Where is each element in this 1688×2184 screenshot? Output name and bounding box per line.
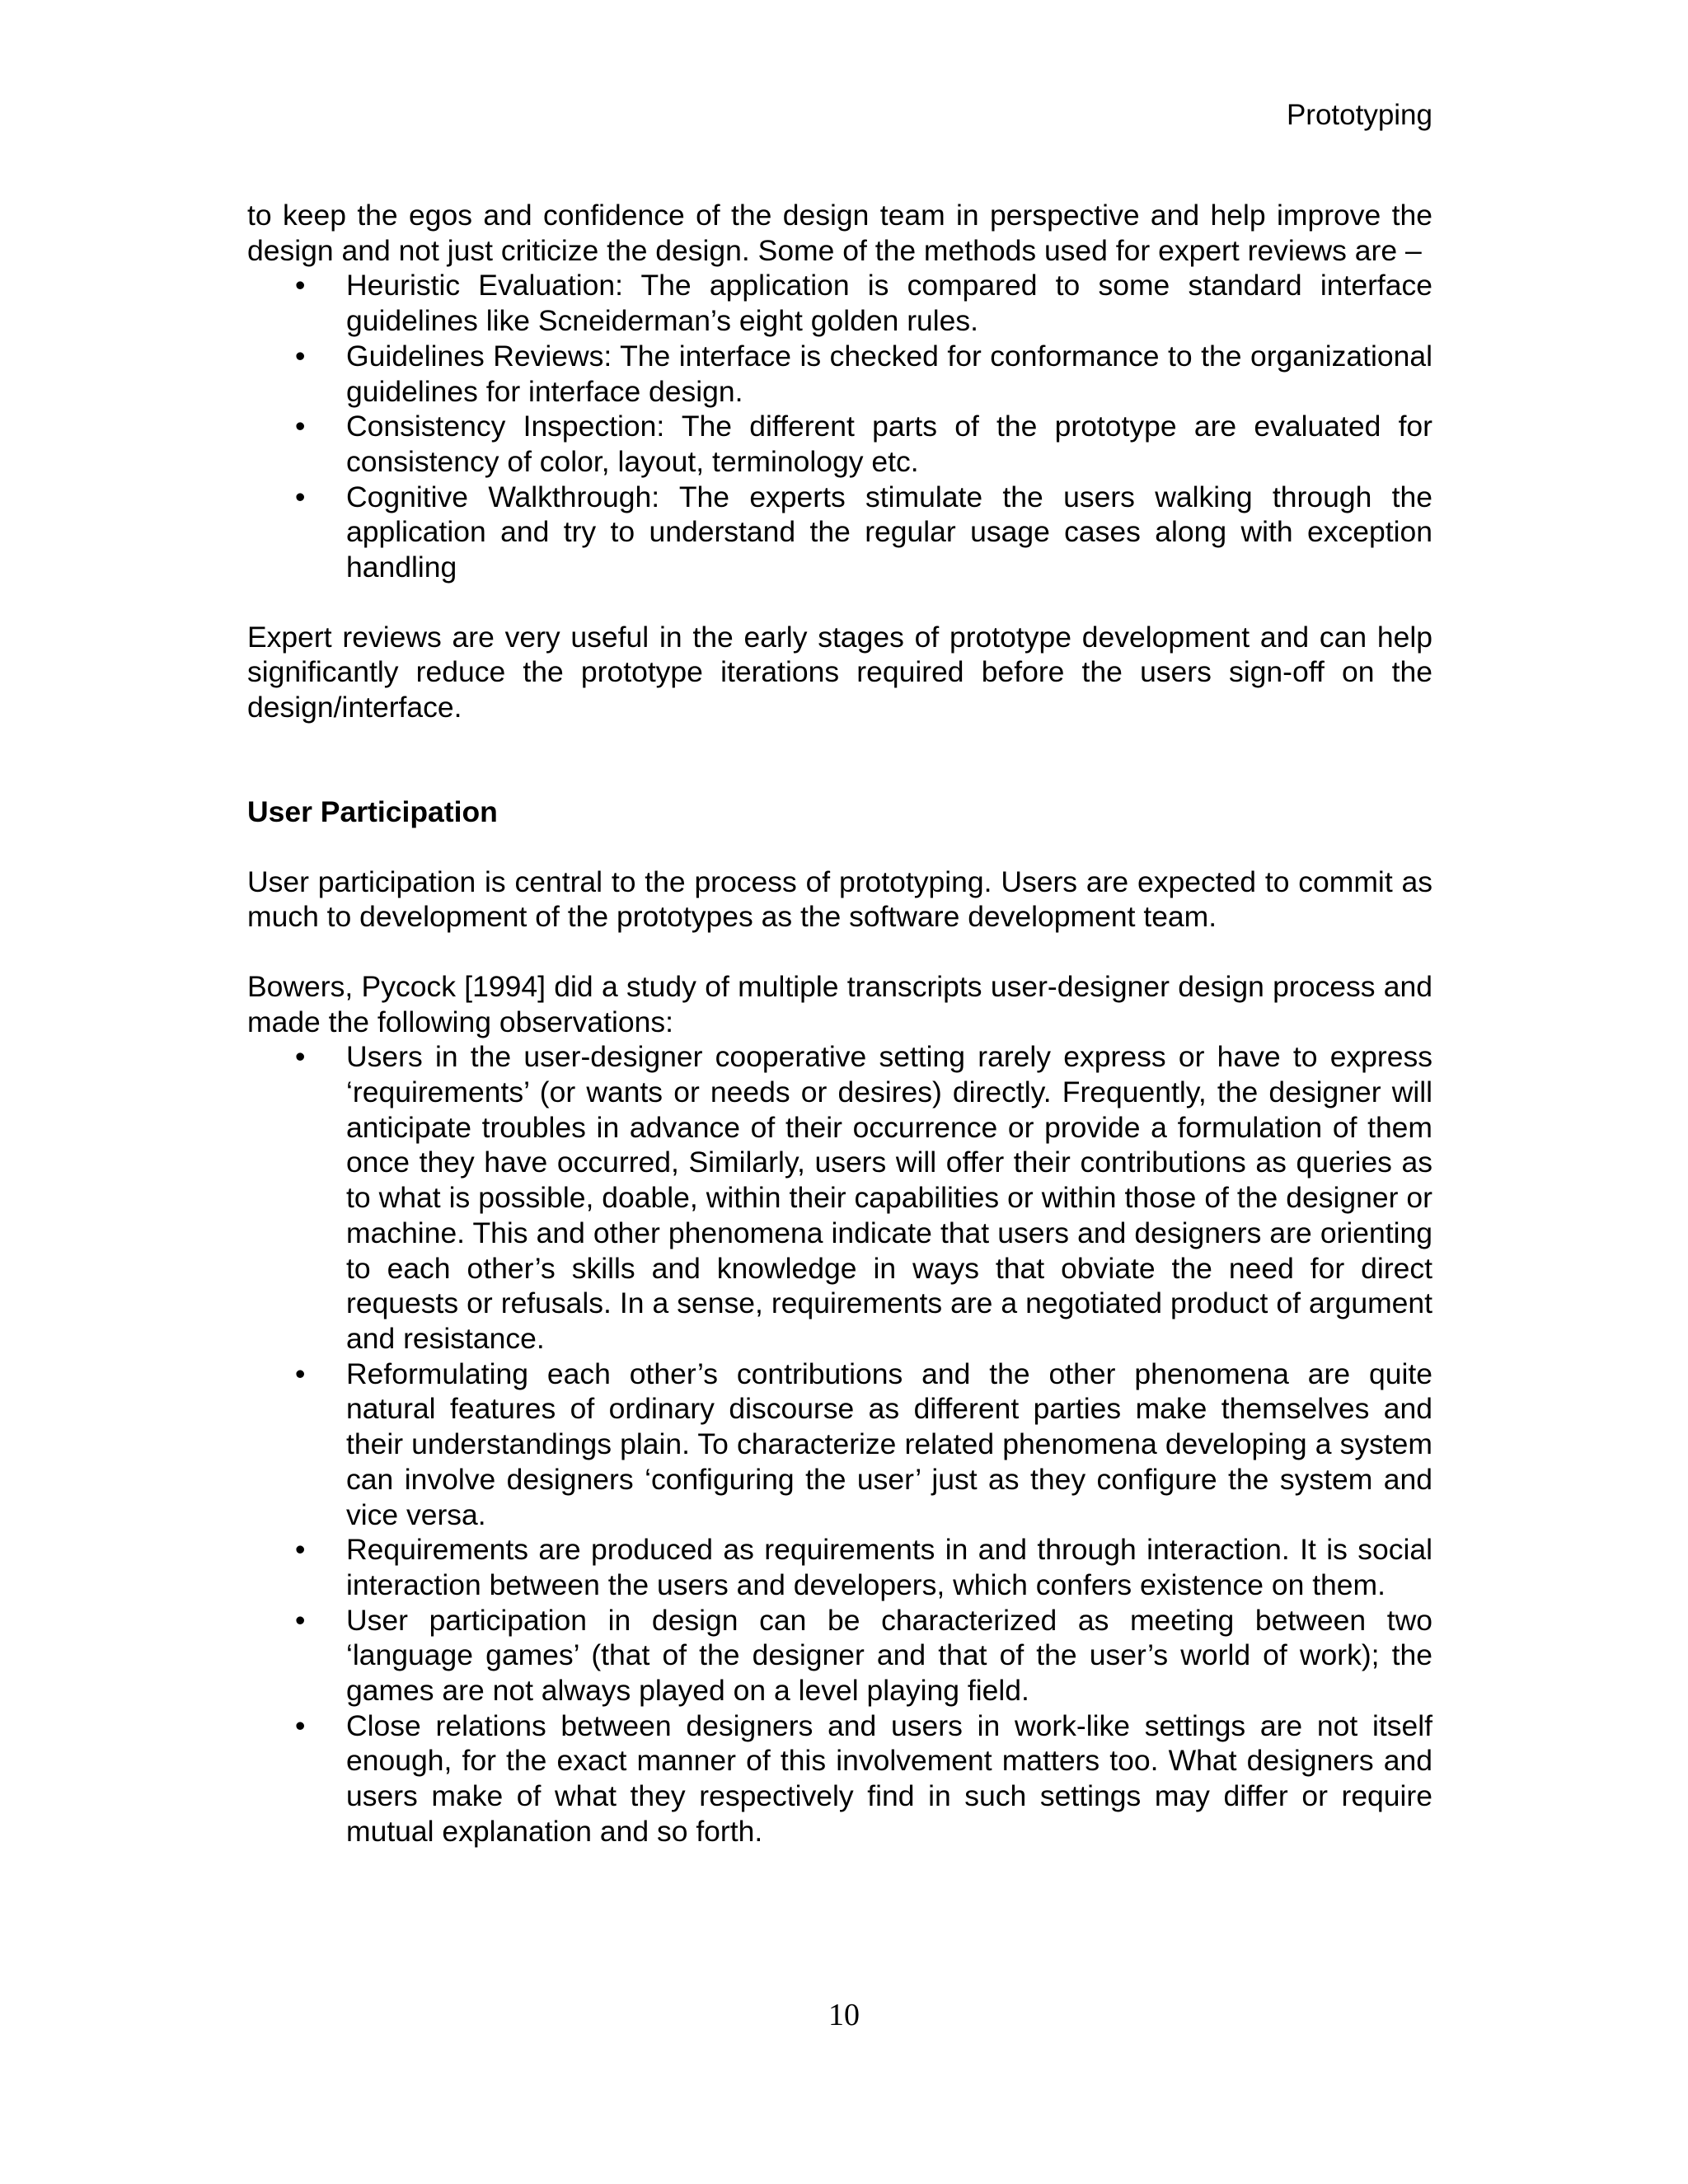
bullet-icon: •	[295, 1040, 306, 1074]
bullet-icon: •	[295, 269, 306, 302]
bullet-icon: •	[295, 1603, 306, 1637]
running-header: Prototyping	[1286, 99, 1432, 131]
list-item-text: Reformulating each other’s contributions and the other phenomena are quite natural features of ordinary discourse as different parties make themselves and their understandings plain. To characterize related phenomena developing a system can involve designers ‘configuring the user’ just as they configure the system and vice versa.	[346, 1357, 1432, 1531]
list-item-text: Guidelines Reviews: The interface is checked for conformance to the organizational guidelines for interface design.	[346, 339, 1432, 408]
list-item	[295, 339, 1432, 409]
page-number: 10	[828, 1998, 860, 2032]
expert-review-methods-list	[247, 268, 1432, 584]
list-item	[295, 268, 1432, 338]
intro-paragraph: to keep the egos and confidence of the design team in perspective and help improve the design and not just criticize the design. Some of the methods used for expert reviews are –	[247, 199, 1432, 267]
page-content	[247, 198, 1432, 1849]
observations-list	[247, 1039, 1432, 1849]
list-item-text: Users in the user-designer cooperative setting rarely express or have to express ‘requirements’ (or wants or needs or desires) directly. Frequently, the designer will anticipate troubles in advance of their occurrence or provide a formulation of them once they have occurred, Similarly, users will offer their contributions as queries as to what is possible, doable, within their capabilities or within those of the designer or machine. This and other phenomena indicate that users and designers are orienting to each other’s skills and knowledge in ways that obviate the need for direct requests or refusals. In a sense, requirements are a negotiated product of argument and resistance.	[346, 1040, 1432, 1355]
bullet-icon: •	[295, 1357, 306, 1390]
list-item-text: Heuristic Evaluation: The application is compared to some standard interface guidelines like Scneiderman’s eight golden rules.	[346, 269, 1432, 338]
section-heading: User Participation	[247, 794, 498, 828]
list-item	[295, 409, 1432, 479]
list-item-text: Consistency Inspection: The different parts of the prototype are evaluated for consistency of color, layout, terminology etc.	[346, 410, 1432, 478]
list-item	[295, 1532, 1432, 1602]
user-participation-paragraph: User participation is central to the process of prototyping. Users are expected to commit as much to development of the prototypes as the software development team.	[247, 865, 1432, 934]
expert-reviews-summary: Expert reviews are very useful in the early stages of prototype development and can help significantly reduce the prototype iterations required before the users sign-off on the design/interface.	[247, 620, 1432, 724]
list-item	[295, 1708, 1432, 1849]
list-item	[295, 480, 1432, 585]
bullet-icon: •	[295, 1708, 306, 1742]
bullet-icon: •	[295, 1533, 306, 1567]
list-item	[295, 1357, 1432, 1533]
list-item	[295, 1039, 1432, 1356]
list-item-text: User participation in design can be characterized as meeting between two ‘language games’ (that of the designer and that of the user’s world of work); the games are not always played on a level playing field.	[346, 1603, 1432, 1708]
bullet-icon: •	[295, 480, 306, 513]
list-item-text: Cognitive Walkthrough: The experts stimulate the users walking through the application and try to understand the regular usage cases along with exception handling	[346, 480, 1432, 584]
bullet-icon: •	[295, 410, 306, 443]
list-item	[295, 1603, 1432, 1708]
bullet-icon: •	[295, 339, 306, 373]
list-item-text: Close relations between designers and users in work-like settings are not itself enough, for the exact manner of this involvement matters too. What designers and users make of what they respectively find in such settings may differ or require mutual explanation and so forth.	[346, 1708, 1432, 1848]
bowers-pycock-paragraph: Bowers, Pycock [1994] did a study of multiple transcripts user-designer design process and made the following observations:	[247, 969, 1432, 1038]
list-item-text: Requirements are produced as requirements in and through interaction. It is social interaction between the users and developers, which confers existence on them.	[346, 1533, 1432, 1601]
